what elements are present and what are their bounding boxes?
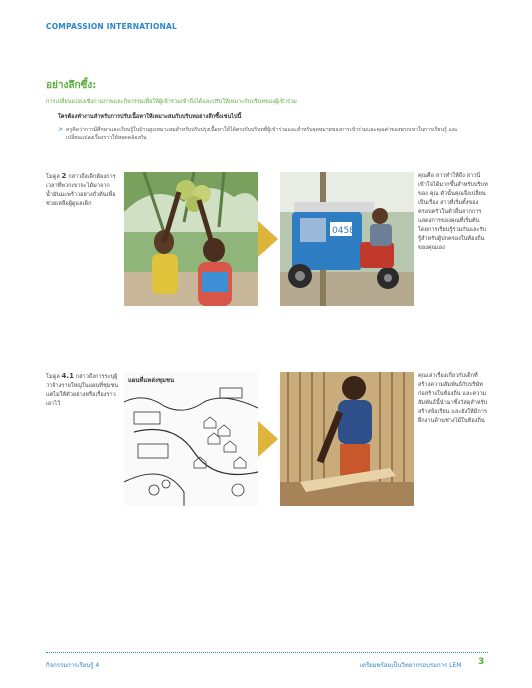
guiding-question: ใครต้องทำงานสำหรับการปรับเนื้อหาให้เหมาะสมกับบริบทอย่างลึกซึ้งเช่นไปนี้ <box>58 114 242 120</box>
row2-right-caption: คุณเล่าเรื่องเกี่ยวกับเด็กที่สร้างความสัมพันธ์กับบริษัทก่อสร้างในท้องถิ่น และความสัมพันธ์นี้นำมาซึ่งวัสดุสำหรับสร้างข้อเรียน และยังให้มีการฝึกงานด้านช่างไม้ในท้องถิ่น <box>418 373 488 424</box>
row1-right-caption: คุณคือ สาวทำให้ถึง สาวนี่เข้าใจได้มากขึ้นสำหรับบริบทของ คุณ ตัวนั้นคุณจึงเปลี่ยนเป็นเรื่อง สาวที่เริ่มตั้งของครอบครัวในตัวอื่นจากการแสดงการของคุณที่เริ่มต้นโดยการเรียนรู้ร่วมกันและรับรู้สำหรับผู้ปกครองในท้องถิ่นของคุณเอง <box>418 173 488 251</box>
tricycle-photo <box>280 172 414 306</box>
map-title: แผนที่แหล่งชุมชน <box>128 377 175 384</box>
community-map-sketch <box>124 372 258 506</box>
footer-right-text: เตรียมพร้อมเป็นวิทยากรอบรมการ LEM <box>360 662 462 669</box>
arrow-bullet-icon: > <box>58 126 64 133</box>
carpentry-photo-illustration <box>280 372 414 506</box>
caption-text: กล่าวถึงเด็กต้องการเวลาที่พวกเขาจะได้มาจากน้ำมันมะพร้าวอย่างถั่วต้นเพื่อช่วยเหลือผู้ดูแลเด็ก <box>46 174 116 207</box>
module-number: 4.1 <box>61 372 74 380</box>
footer-divider <box>46 652 488 653</box>
row2-left-caption <box>46 372 120 409</box>
tricycle-photo-illustration <box>280 172 414 306</box>
module-number: 2 <box>61 172 67 180</box>
map-sketch-illustration <box>124 372 258 506</box>
coconut-photo-illustration <box>124 172 258 306</box>
chevron-arrow-icon <box>258 221 278 257</box>
carpentry-photo <box>280 372 414 506</box>
row1-left-caption <box>46 172 120 209</box>
section-subtitle: การเปลี่ยนแปลงเชิงกายภาพและกิจกรรมเพื่อให้ผู้เข้าร่วมเข้าถึงได้และปรับให้เหมาะกับบริบทของผู้เข้าร่วม <box>46 99 297 105</box>
bullet-text: ครูคิดว่าการมีศึกษาและเรียนรู้ในบ้านสูงเหมาะสมสำหรับปรับปรุงเนื้อหาให้ได้ตรงกับบริบทที่ผู้เข้าร่วมและสำหรับจุดหมายของการเข้าร่วมและคุณค่าของพวกเขาในการเรียนรู้ และเปลี่ยนแปลงเรื่องราวให้สอดคล้องกัน <box>66 127 458 141</box>
caption-text: กล่าวถึงการระบุผู้ว่าจ้างรายใหญ่ในแผนที่ชุมชน แต่ไม่ให้ตัวอย่างหรือเรื่องราวเอาไว้ <box>46 374 119 407</box>
page-number: 3 <box>478 657 485 667</box>
footer-left-text: กิจกรรมการเรียนรู้ 4 <box>46 662 100 669</box>
section-heading: อย่างลึกซึ้ง: <box>46 80 97 91</box>
brand-logo-text: COMPASSION INTERNATIONAL <box>46 22 177 31</box>
svg-text:0458: 0458 <box>332 226 355 236</box>
coconut-photo <box>124 172 258 306</box>
module-label: โมดูล <box>46 174 60 180</box>
chevron-arrow-icon <box>258 421 278 457</box>
module-label: โมดูล <box>46 374 60 380</box>
